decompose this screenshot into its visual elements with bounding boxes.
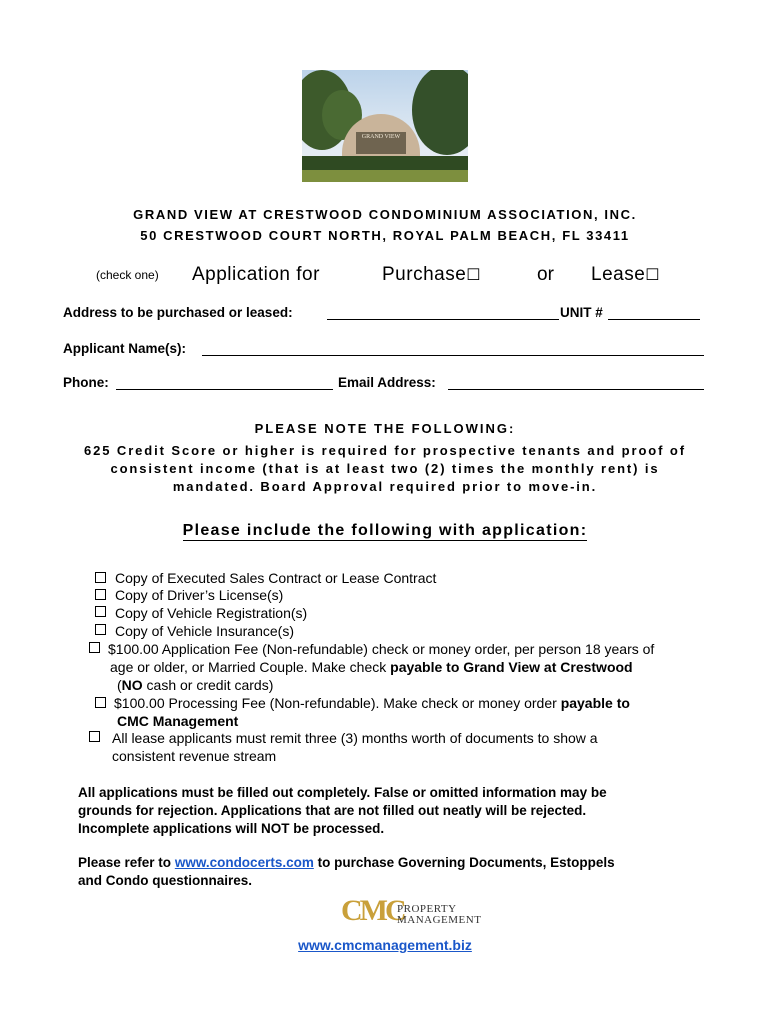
checkbox-lease-documents[interactable]: [89, 731, 100, 742]
item-vehicle-registration: Copy of Vehicle Registration(s): [115, 605, 308, 621]
note-title: PLEASE NOTE THE FOLLOWING:: [254, 421, 516, 436]
unit-field[interactable]: [608, 305, 700, 320]
email-field[interactable]: [448, 375, 704, 390]
website-link[interactable]: www.cmcmanagement.biz: [298, 937, 472, 953]
email-label: Email Address:: [338, 375, 436, 390]
association-address: 50 CRESTWOOD COURT NORTH, ROYAL PALM BEACH, FL 33411: [140, 228, 630, 243]
lease-option[interactable]: Lease☐: [591, 264, 661, 285]
item-drivers-license: Copy of Driver’s License(s): [115, 587, 284, 603]
check-one-label: (check one): [96, 268, 159, 282]
phone-label: Phone:: [63, 375, 109, 390]
applicant-label: Applicant Name(s):: [63, 341, 187, 356]
item-application-fee: $100.00 Application Fee (Non-refundable) check or money order, per person 18 years of age or older, or Married Couple. Make check payable to Grand View at Crestwood (NO cash or credit cards): [108, 641, 655, 693]
entrance-photo: [302, 70, 468, 182]
checkbox-vehicle-registration[interactable]: [95, 606, 106, 617]
completion-warning: All applications must be filled out completely. False or omitted information may be grounds for rejection. Applications that are not filled out neatly will be rejected. Incomplete applications will NOT be processed.: [78, 785, 607, 836]
cmc-logo-icon: CMC: [341, 894, 404, 927]
refer-paragraph: Please refer to www.condocerts.com to purchase Governing Documents, Estoppels and Condo questionnaires.: [78, 855, 615, 888]
application-title: Application for: [192, 264, 320, 285]
phone-field[interactable]: [116, 375, 333, 390]
purchase-option[interactable]: Purchase☐: [382, 264, 482, 285]
applicant-field[interactable]: [202, 341, 704, 356]
condocerts-link[interactable]: www.condocerts.com: [174, 855, 314, 870]
include-heading: Please include the following with application:: [182, 522, 588, 539]
purchase-checkbox[interactable]: ☐: [466, 267, 482, 284]
checkbox-vehicle-insurance[interactable]: [95, 624, 106, 635]
checkbox-application-fee[interactable]: [89, 642, 100, 653]
item-sales-contract: Copy of Executed Sales Contract or Lease Contract: [115, 570, 437, 586]
checkbox-processing-fee[interactable]: [95, 697, 106, 708]
checkbox-sales-contract[interactable]: [95, 572, 106, 583]
note-body: 625 Credit Score or higher is required for prospective tenants and proof of consistent income (that is at least two (2) times the monthly rent) is mandated. Board Approval required prior to move-in.: [84, 443, 686, 494]
plaque-text: GRAND VIEW: [361, 134, 401, 140]
item-vehicle-insurance: Copy of Vehicle Insurance(s): [115, 623, 294, 639]
checkbox-drivers-license[interactable]: [95, 589, 106, 600]
address-field[interactable]: [327, 305, 559, 320]
unit-label: UNIT #: [560, 305, 603, 320]
cmc-logo-text: PROPERTY MANAGEMENT: [397, 903, 482, 926]
item-lease-documents: All lease applicants must remit three (3) months worth of documents to show a consistent revenue stream: [112, 730, 598, 764]
association-name: GRAND VIEW AT CRESTWOOD CONDOMINIUM ASSOCIATION, INC.: [133, 207, 637, 222]
lease-checkbox[interactable]: ☐: [645, 267, 661, 284]
item-processing-fee: $100.00 Processing Fee (Non-refundable). Make check or money order payable to CMC Management: [114, 695, 630, 729]
address-label: Address to be purchased or leased:: [63, 305, 293, 320]
or-label: or: [537, 264, 554, 285]
